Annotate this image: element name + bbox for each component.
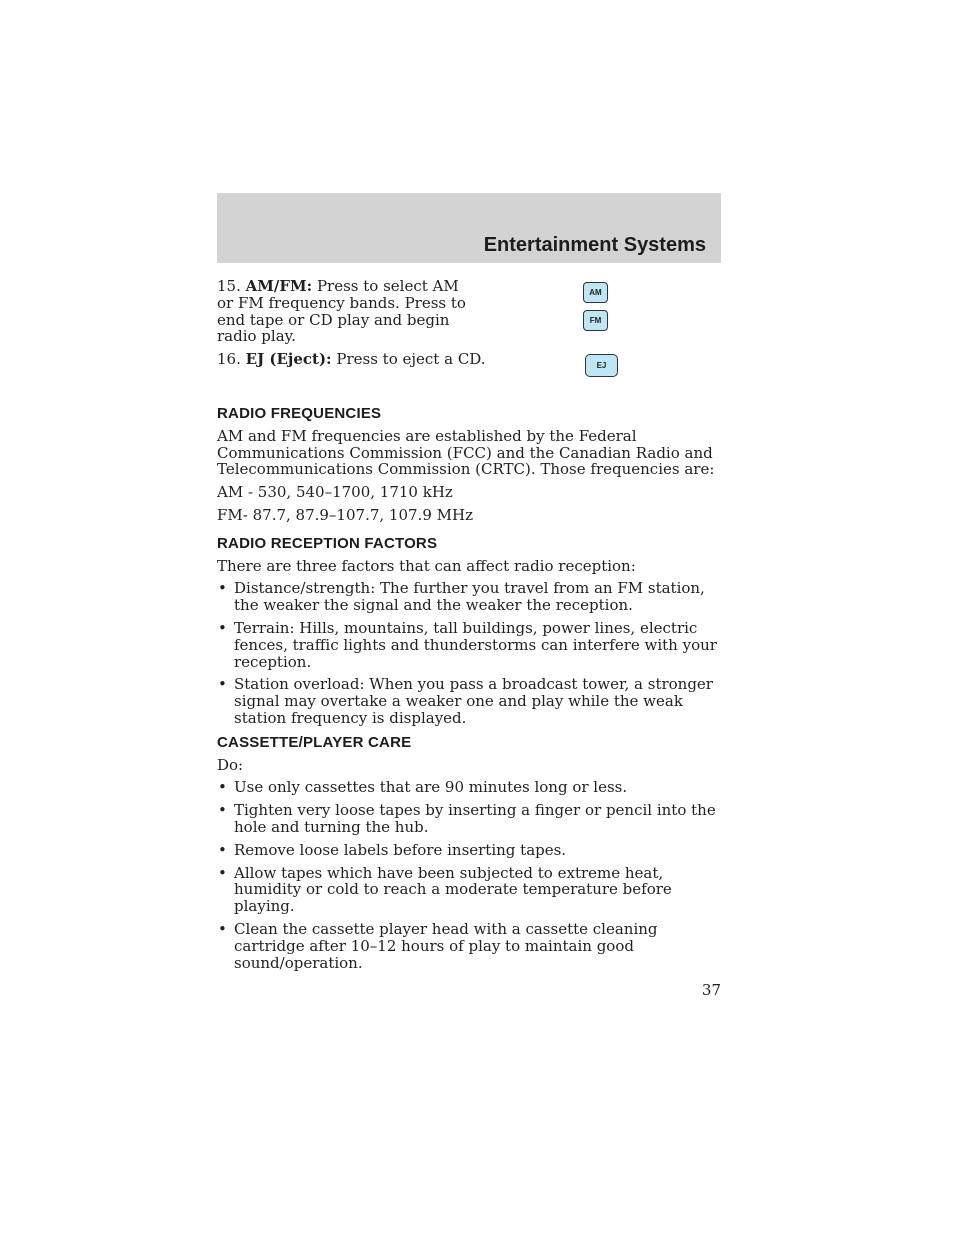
list-item: • Allow tapes which have been subjected to extreme heat, humidity or cold to reach a moderate temperature before playing. xyxy=(217,865,721,915)
item-number: 15. xyxy=(217,277,241,295)
paragraph: Do: xyxy=(217,755,244,774)
cassette-care-list xyxy=(217,779,721,971)
list-item: • Use only cassettes that are 90 minutes long or less. xyxy=(217,779,721,796)
main-content xyxy=(217,278,721,977)
reception-factors-list xyxy=(217,580,721,726)
list-item: • Distance/strength: The further you travel from an FM station, the weaker the signal and the weaker the reception. xyxy=(217,580,721,614)
list-item: • Station overload: When you pass a broadcast tower, a stronger signal may overtake a weaker one and play while the weak station frequency is displayed. xyxy=(217,676,721,726)
list-item: • Tighten very loose tapes by inserting a finger or pencil into the hole and turning the hub. xyxy=(217,802,721,836)
item-text: Press to eject a CD. xyxy=(336,350,486,369)
list-item: • Remove loose labels before inserting tapes. xyxy=(217,842,721,859)
item-label: AM/FM: xyxy=(245,277,313,295)
paragraph: There are three factors that can affect radio reception: xyxy=(217,556,636,575)
item-label: EJ (Eject): xyxy=(245,350,332,369)
list-item: • Clean the cassette player head with a cassette cleaning cartridge after 10–12 hours of play to maintain good sound/operation. xyxy=(217,921,721,971)
item-text: Press to select AM or FM frequency bands. Press to end tape or CD play and begin radio play. xyxy=(217,277,466,346)
page-title: Entertainment Systems xyxy=(483,234,706,256)
section-heading-radio-frequencies: RADIO FREQUENCIES xyxy=(217,404,382,422)
section-heading-reception-factors: RADIO RECEPTION FACTORS xyxy=(217,534,438,552)
paragraph: FM- 87.7, 87.9–107.7, 107.9 MHz xyxy=(217,505,473,524)
control-item-eject xyxy=(217,351,487,368)
page-number: 37 xyxy=(701,981,721,999)
ej-button-label: EJ xyxy=(596,361,607,370)
section-heading-cassette-care: CASSETTE/PLAYER CARE xyxy=(217,733,412,751)
item-number: 16. xyxy=(217,350,241,369)
control-item-am-fm xyxy=(217,278,467,345)
paragraph: AM and FM frequencies are established by the Federal Communications Commission (FCC) and the Canadian Radio and Telecommunications Commission (CRTC). Those frequencies are: xyxy=(217,426,715,479)
am-button-label: AM xyxy=(589,288,602,297)
header-band xyxy=(217,193,721,263)
fm-button-label: FM xyxy=(589,316,602,325)
paragraph: AM - 530, 540–1700, 1710 kHz xyxy=(217,483,453,502)
list-item: • Terrain: Hills, mountains, tall buildings, power lines, electric fences, traffic lights and thunderstorms can interfere with your reception. xyxy=(217,620,721,670)
